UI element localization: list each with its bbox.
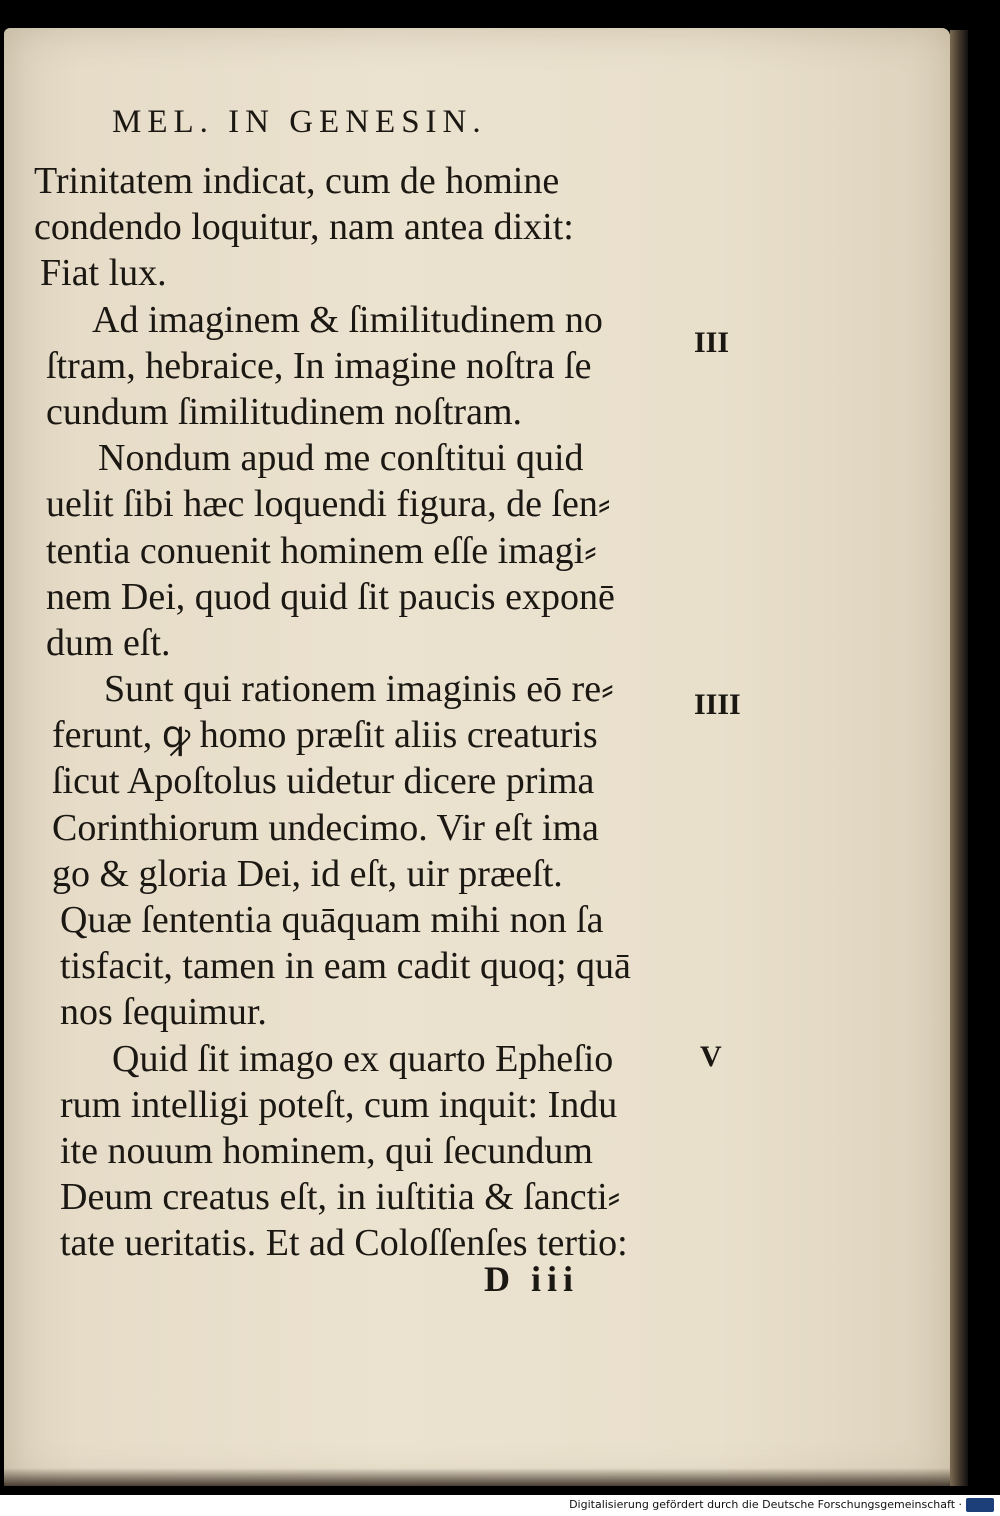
text-line: Corinthiorum undecimo. Vir eſt ima (52, 806, 599, 849)
text-line: condendo loquitur, nam antea dixit: (34, 206, 574, 249)
page-bottom-shadow (4, 1468, 950, 1486)
margin-note: III (694, 326, 730, 359)
text-line: ſtram, hebraice, In imagine noſtra ſe (46, 344, 592, 387)
text-line: Ad imaginem & ſimilitudinem no (92, 298, 603, 341)
text-line: Trinitatem indicat, cum de homine (34, 160, 560, 202)
text-line: go & gloria Dei, id eſt, uir præeſt. (52, 852, 563, 895)
text-line: ferunt, ꝙ homo præſit aliis creaturis (52, 714, 598, 757)
signature-mark: D iii (484, 1259, 580, 1299)
footer-credit: Digitalisierung gefördert durch die Deutsche Forschungsgemeinschaft · (569, 1498, 962, 1511)
text-line: Quid ſit imago ex quarto Epheſio (112, 1037, 614, 1080)
margin-note: V (700, 1040, 722, 1073)
text-line: Sunt qui rationem imaginis eō re⸗ (104, 668, 614, 711)
text-line: nos ſequimur. (60, 991, 267, 1034)
dfg-logo (966, 1498, 994, 1512)
margin-note: IIII (694, 688, 741, 721)
text-line: tate ueritatis. Et ad Coloſſenſes tertio: (60, 1222, 628, 1265)
text-line: ite nouum hominem, qui ſecundum (60, 1129, 593, 1172)
text-line: rum intelligi poteſt, cum inquit: Indu (60, 1083, 618, 1126)
text-line: Deum creatus eſt, in iuſtitia & ſancti⸗ (60, 1176, 621, 1219)
page-edge (950, 30, 968, 1486)
text-line: ſicut Apoſtolus uidetur dicere prima (52, 760, 595, 803)
text-line: dum eſt. (46, 621, 171, 664)
text-line: tisfacit, tamen in eam cadit quoq; quā (60, 945, 631, 988)
footer-bar (0, 1495, 1000, 1516)
text-line: Quæ ſententia quāquam mihi non ſa (60, 899, 604, 941)
text-line: nem Dei, quod quid ſit paucis exponē (46, 575, 615, 618)
text-line: cundum ſimilitudinem noſtram. (46, 390, 523, 433)
running-head: MEL. IN GENESIN. (112, 104, 487, 140)
text-line: tentia conuenit hominem eſſe imagi⸗ (46, 529, 597, 572)
text-line: Nondum apud me conſtitui quid (98, 437, 584, 480)
text-line: Fiat lux. (40, 252, 167, 295)
body-text (34, 158, 674, 1267)
text-line: uelit ſibi hæc loquendi figura, de ſen⸗ (46, 483, 611, 526)
